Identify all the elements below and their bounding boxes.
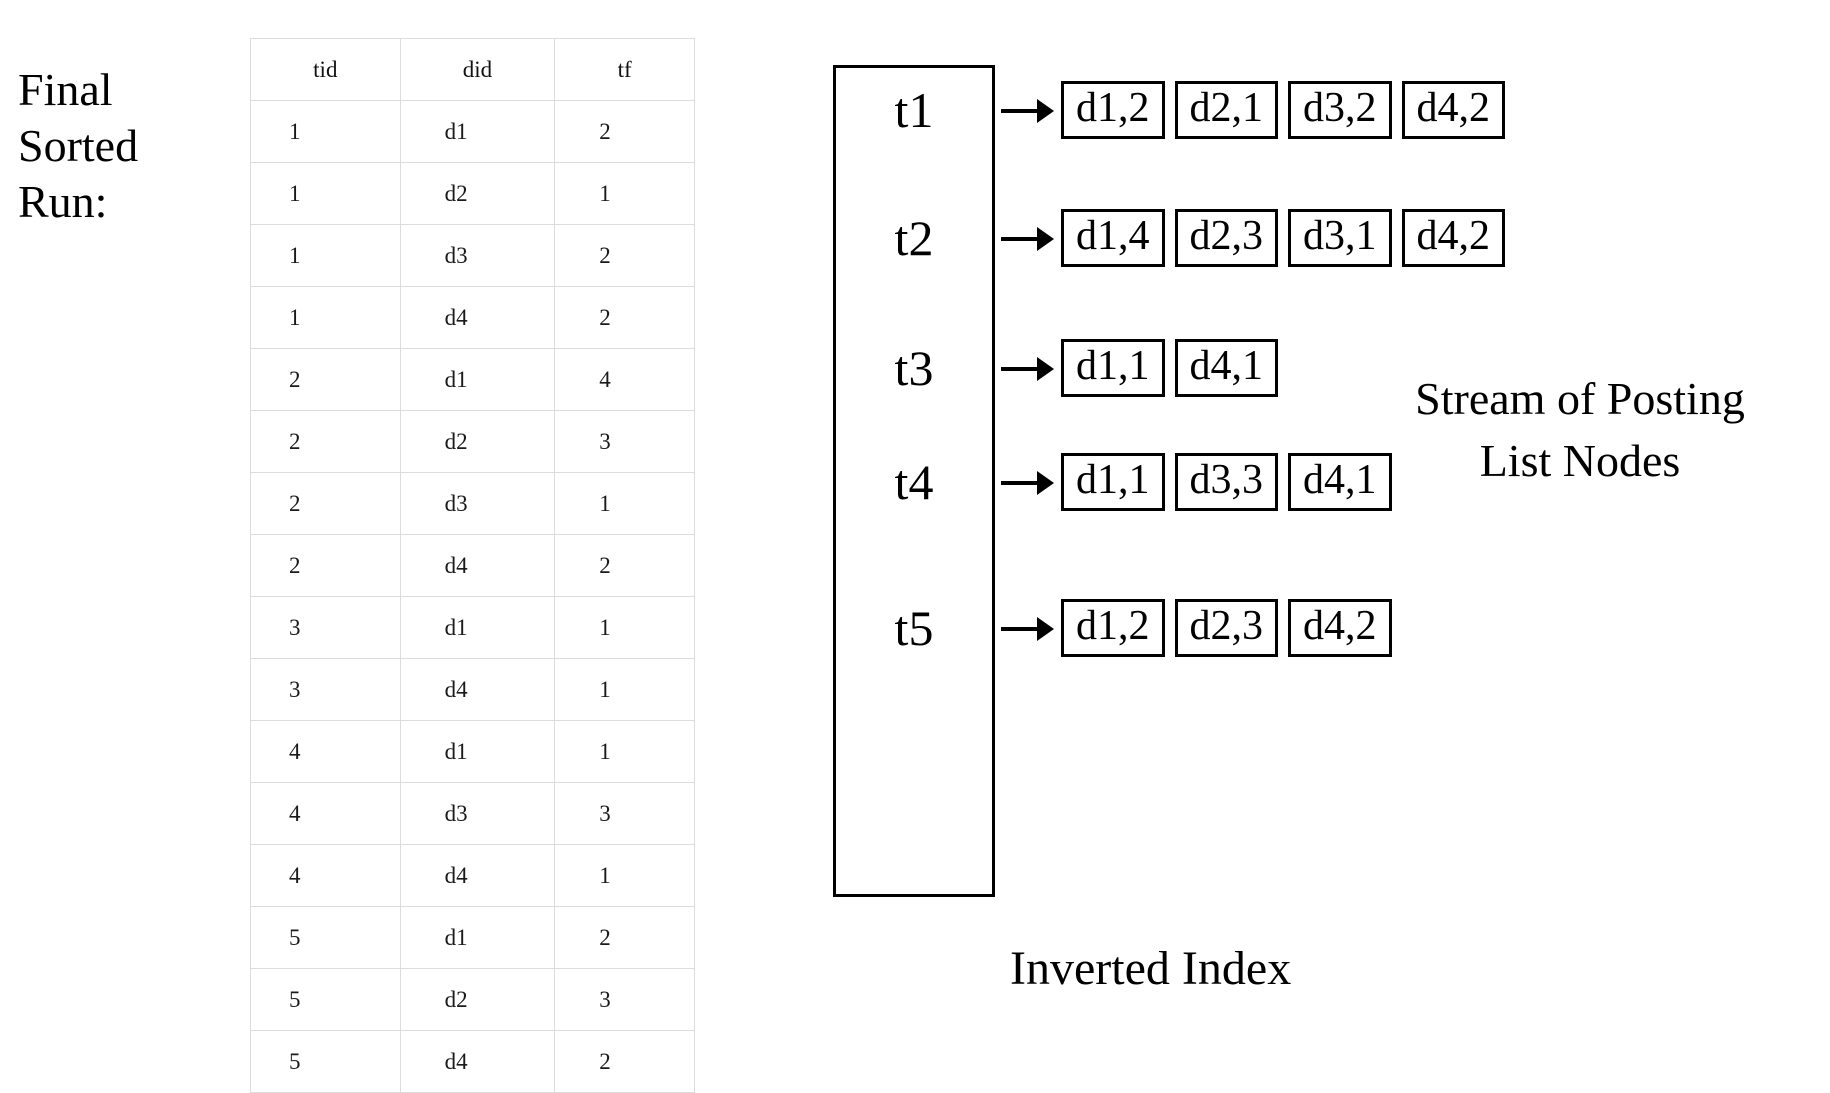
table-cell-did: d1 xyxy=(400,907,555,969)
table-cell-did: d4 xyxy=(400,659,555,721)
posting-node[interactable]: d4,2 xyxy=(1402,81,1506,139)
term-label-t1[interactable]: t1 xyxy=(894,82,934,138)
stream-of-posting-list-nodes-caption xyxy=(1345,368,1815,492)
posting-node[interactable]: d2,1 xyxy=(1175,81,1279,139)
table-row xyxy=(251,411,695,473)
arrow-right-icon xyxy=(995,90,1057,130)
table-cell-tf: 1 xyxy=(555,845,695,907)
posting-node[interactable]: d1,1 xyxy=(1061,339,1165,397)
term-row xyxy=(833,442,1392,522)
table-cell-tf: 2 xyxy=(555,907,695,969)
term-label-t4[interactable]: t4 xyxy=(894,454,934,510)
table-cell-tid: 1 xyxy=(251,163,401,225)
table-cell-tid: 2 xyxy=(251,411,401,473)
table-cell-tf: 3 xyxy=(555,969,695,1031)
column-header-tf: tf xyxy=(555,39,695,101)
table-cell-tid: 5 xyxy=(251,969,401,1031)
table-header-row xyxy=(251,39,695,101)
table-cell-did: d4 xyxy=(400,535,555,597)
table-cell-did: d3 xyxy=(400,783,555,845)
posting-node[interactable]: d1,2 xyxy=(1061,599,1165,657)
table-cell-tf: 2 xyxy=(555,101,695,163)
posting-list xyxy=(1061,81,1505,139)
table-cell-tf: 2 xyxy=(555,1031,695,1093)
table-cell-tf: 1 xyxy=(555,659,695,721)
table-cell-tid: 2 xyxy=(251,535,401,597)
caption-line-2: Sorted xyxy=(18,120,139,172)
arrow-right-icon xyxy=(995,462,1057,502)
table-cell-did: d2 xyxy=(400,969,555,1031)
posting-node[interactable]: d1,4 xyxy=(1061,209,1165,267)
table-cell-tf: 3 xyxy=(555,411,695,473)
table-cell-tid: 5 xyxy=(251,907,401,969)
table-cell-tid: 3 xyxy=(251,597,401,659)
term-label-t3[interactable]: t3 xyxy=(894,340,934,396)
table-cell-tf: 2 xyxy=(555,225,695,287)
table-cell-tf: 2 xyxy=(555,287,695,349)
table-cell-tid: 2 xyxy=(251,473,401,535)
table-cell-tf: 1 xyxy=(555,721,695,783)
table-row xyxy=(251,163,695,225)
table-row xyxy=(251,907,695,969)
table-row xyxy=(251,721,695,783)
table-row xyxy=(251,349,695,411)
table-row xyxy=(251,845,695,907)
posting-list xyxy=(1061,453,1392,511)
table-cell-did: d1 xyxy=(400,597,555,659)
table-cell-did: d1 xyxy=(400,349,555,411)
table-cell-tid: 2 xyxy=(251,349,401,411)
table-cell-did: d4 xyxy=(400,287,555,349)
caption-line-3: Run: xyxy=(18,176,108,228)
posting-node[interactable]: d1,1 xyxy=(1061,453,1165,511)
table-cell-tf: 3 xyxy=(555,783,695,845)
posting-node[interactable]: d3,3 xyxy=(1175,453,1279,511)
table-row xyxy=(251,783,695,845)
posting-node[interactable]: d2,3 xyxy=(1175,209,1279,267)
arrow-right-icon xyxy=(995,608,1057,648)
column-header-tid: tid xyxy=(251,39,401,101)
term-row xyxy=(833,198,1505,278)
posting-node[interactable]: d4,1 xyxy=(1288,453,1392,511)
posting-node[interactable]: d4,2 xyxy=(1402,209,1506,267)
table-cell-tid: 4 xyxy=(251,783,401,845)
table-cell-tid: 5 xyxy=(251,1031,401,1093)
arrow-right-icon xyxy=(995,218,1057,258)
stream-caption-line-1: Stream of Posting xyxy=(1415,373,1745,424)
sorted-run-table xyxy=(250,38,695,1093)
posting-node[interactable]: d4,1 xyxy=(1175,339,1279,397)
table-cell-did: d3 xyxy=(400,473,555,535)
table-cell-tid: 3 xyxy=(251,659,401,721)
final-sorted-run-caption xyxy=(18,62,208,230)
table-cell-tf: 1 xyxy=(555,473,695,535)
posting-node[interactable]: d1,2 xyxy=(1061,81,1165,139)
arrow-right-icon xyxy=(995,348,1057,388)
table-cell-tid: 4 xyxy=(251,721,401,783)
table-row xyxy=(251,535,695,597)
table-cell-did: d1 xyxy=(400,721,555,783)
table-row xyxy=(251,597,695,659)
term-row xyxy=(833,588,1392,668)
posting-node[interactable]: d3,2 xyxy=(1288,81,1392,139)
table-row xyxy=(251,969,695,1031)
table-cell-did: d4 xyxy=(400,1031,555,1093)
table-cell-tid: 1 xyxy=(251,225,401,287)
inverted-index-caption: Inverted Index xyxy=(1010,942,1292,995)
posting-list xyxy=(1061,599,1392,657)
table-cell-tf: 4 xyxy=(555,349,695,411)
table-cell-did: d2 xyxy=(400,163,555,225)
table-cell-did: d1 xyxy=(400,101,555,163)
table-cell-did: d4 xyxy=(400,845,555,907)
posting-node[interactable]: d4,2 xyxy=(1288,599,1392,657)
table-row xyxy=(251,1031,695,1093)
posting-list xyxy=(1061,339,1278,397)
table-cell-did: d3 xyxy=(400,225,555,287)
term-row xyxy=(833,70,1505,150)
column-header-did: did xyxy=(400,39,555,101)
table-row xyxy=(251,473,695,535)
table-cell-tid: 1 xyxy=(251,101,401,163)
table-row xyxy=(251,659,695,721)
caption-line-1: Final xyxy=(18,64,113,115)
table-row xyxy=(251,101,695,163)
table-row xyxy=(251,287,695,349)
table-cell-tid: 1 xyxy=(251,287,401,349)
term-label-t5[interactable]: t5 xyxy=(894,600,934,656)
term-row xyxy=(833,328,1278,408)
table-cell-tf: 2 xyxy=(555,535,695,597)
table-cell-tf: 1 xyxy=(555,597,695,659)
posting-list xyxy=(1061,209,1505,267)
posting-node[interactable]: d2,3 xyxy=(1175,599,1279,657)
table-cell-tid: 4 xyxy=(251,845,401,907)
table-row xyxy=(251,225,695,287)
table-cell-did: d2 xyxy=(400,411,555,473)
term-label-t2[interactable]: t2 xyxy=(894,210,934,266)
posting-node[interactable]: d3,1 xyxy=(1288,209,1392,267)
table-cell-tf: 1 xyxy=(555,163,695,225)
stream-caption-line-2: List Nodes xyxy=(1479,435,1681,487)
